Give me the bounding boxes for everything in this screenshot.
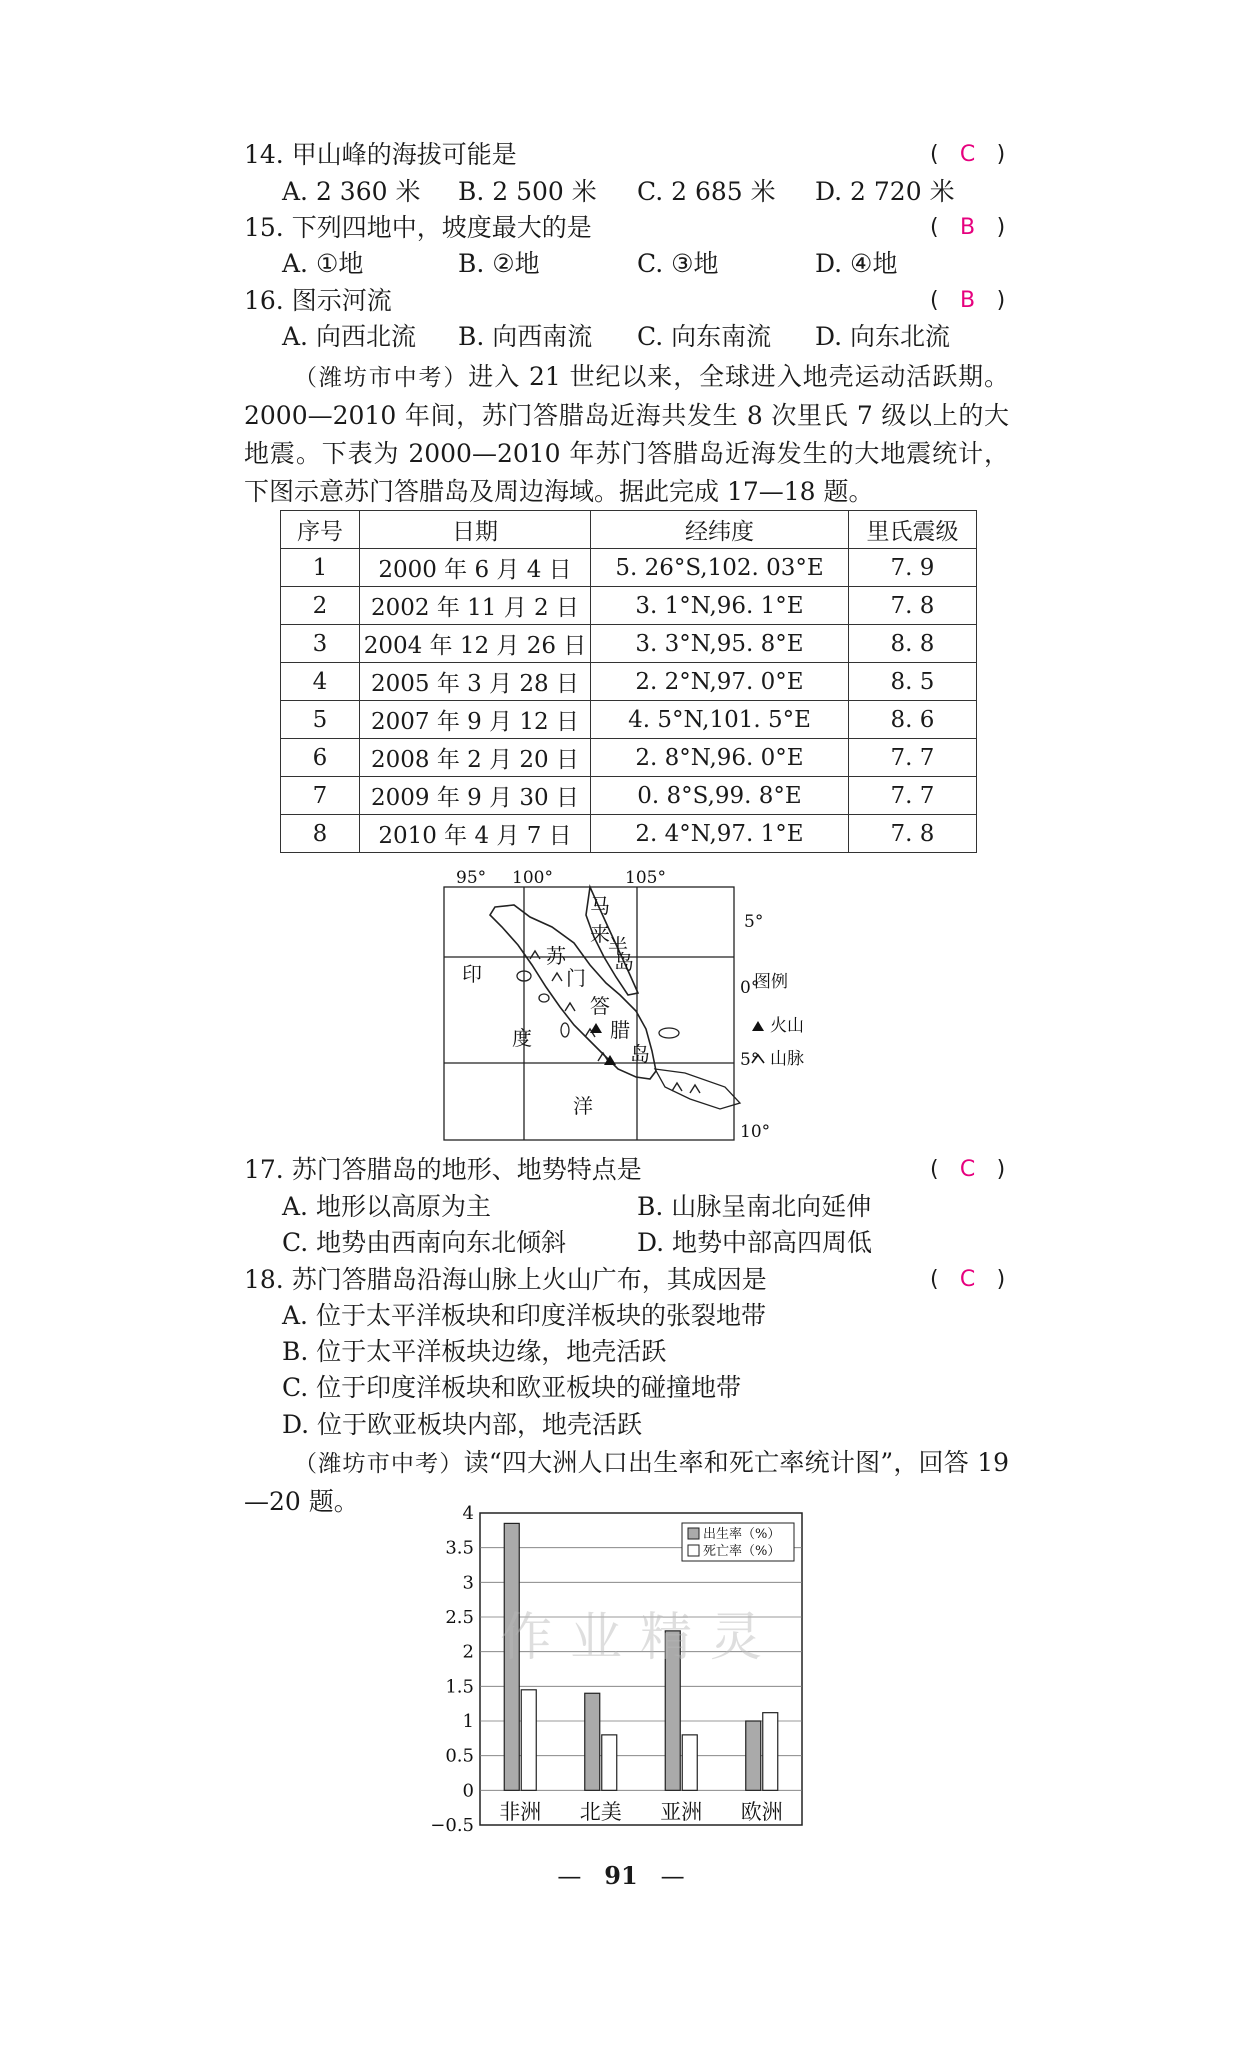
q16-option-d: D. 向东北流	[815, 322, 951, 351]
q17-stem: 17. 苏门答腊岛的地形、地势特点是	[244, 1155, 642, 1184]
q15-option-a: A. ①地	[282, 249, 364, 278]
table-row	[281, 777, 977, 815]
table-cell: 5	[281, 701, 360, 739]
x-category-label: 北美	[579, 1800, 622, 1824]
map-label-yin: 印	[462, 962, 482, 986]
map-legend-title: 图例	[754, 972, 788, 992]
table-cell: 5. 26°S,102. 03°E	[591, 549, 849, 587]
y-tick-label: −0.5	[430, 1815, 474, 1835]
table-cell: 4. 5°N,101. 5°E	[591, 701, 849, 739]
q14-answer: ( C )	[930, 138, 1005, 172]
table-cell: 4	[281, 663, 360, 701]
death-rate-bar	[682, 1735, 697, 1790]
y-tick-label: 1.5	[445, 1676, 474, 1698]
x-category-label: 欧洲	[740, 1800, 783, 1824]
table-cell: 1	[281, 549, 360, 587]
lon-label-100: 100°	[512, 868, 553, 888]
legend-death-swatch	[688, 1545, 699, 1556]
table-cell: 7. 9	[849, 549, 977, 587]
q16-answer: ( B )	[930, 284, 1005, 318]
lat-label-10s: 10°	[740, 1122, 771, 1142]
page-dash-left: —	[557, 1862, 582, 1890]
q14-option-a: A. 2 360 米	[282, 177, 421, 206]
table-row	[281, 587, 977, 625]
q14-stem: 14. 甲山峰的海拔可能是	[244, 140, 517, 169]
table-cell: 7	[281, 777, 360, 815]
table-cell: 8	[281, 815, 360, 853]
q17-option-a: A. 地形以高原为主	[282, 1192, 491, 1221]
q14-answer-letter: C	[959, 142, 976, 167]
table-cell: 3. 1°N,96. 1°E	[591, 587, 849, 625]
page-dash-right: —	[660, 1862, 685, 1890]
table-cell: 7. 8	[849, 587, 977, 625]
map-label-ma: 马	[590, 894, 610, 918]
q18-option-a: A. 位于太平洋板块和印度洋板块的张裂地带	[282, 1301, 766, 1330]
y-tick-label: 2	[462, 1641, 474, 1663]
map-label-dao2: 岛	[630, 1042, 650, 1066]
birth-rate-bar	[585, 1693, 600, 1790]
q16-option-b: B. 向西南流	[458, 322, 593, 351]
q15-option-d: D. ④地	[815, 249, 898, 278]
table-cell: 8. 6	[849, 701, 977, 739]
intro-1-text: 进入 21 世纪以来，全球进入地壳运动活跃期。2000—2010 年间，苏门答腊岛近海共发生 8 次里氏 7 级以上的大地震。下表为 2000—2010 年苏门答腊岛近海发生的大地震统计，下图示意苏门答腊岛及周边海域。据此完成 17—18 题。	[244, 362, 1009, 506]
q14-option-b: B. 2 500 米	[458, 177, 597, 206]
q14-option-c: C. 2 685 米	[637, 177, 776, 206]
q15-answer-letter: B	[960, 215, 976, 240]
table-header: 序号	[281, 511, 360, 549]
map-label-dao1: 岛	[614, 950, 634, 974]
y-tick-label: 1	[462, 1711, 474, 1732]
x-category-label: 亚洲	[660, 1800, 703, 1824]
lon-label-95: 95°	[456, 868, 487, 888]
q18-option-b: B. 位于太平洋板块边缘，地壳活跃	[282, 1337, 667, 1366]
map-label-la: 腊	[610, 1018, 630, 1042]
table-cell: 2. 4°N,97. 1°E	[591, 815, 849, 853]
table-cell: 0. 8°S,99. 8°E	[591, 777, 849, 815]
table-cell: 2002 年 11 月 2 日	[360, 587, 591, 625]
q16-option-c: C. 向东南流	[637, 322, 772, 351]
y-tick-label: 0	[462, 1780, 474, 1802]
chart-legend	[682, 1523, 794, 1561]
q18-stem: 18. 苏门答腊岛沿海山脉上火山广布，其成因是	[244, 1265, 767, 1294]
map-label-du: 度	[512, 1026, 532, 1050]
y-tick-label: 2.5	[445, 1607, 474, 1628]
table-cell: 3. 3°N,95. 8°E	[591, 625, 849, 663]
intro-2-source: （潍坊市中考）	[294, 1451, 464, 1477]
map-label-da: 答	[590, 994, 610, 1018]
q17-answer-letter: C	[959, 1157, 976, 1182]
y-tick-label: 3	[462, 1572, 474, 1594]
intro-paragraph-1	[244, 358, 1009, 511]
table-row	[281, 549, 977, 587]
q18-answer: ( C )	[930, 1263, 1005, 1297]
q16-answer-letter: B	[960, 288, 976, 313]
y-tick-label: 4	[462, 1505, 474, 1524]
map-label-yang: 洋	[573, 1094, 593, 1118]
table-cell: 2009 年 9 月 30 日	[360, 777, 591, 815]
map-label-ban: 半	[608, 934, 628, 958]
lat-label-5s: 5°	[740, 1050, 760, 1070]
table-cell: 7. 8	[849, 815, 977, 853]
legend-birth-rate: 出生率（%）	[703, 1527, 781, 1542]
table-cell: 7. 7	[849, 739, 977, 777]
q18-option-d: D. 位于欧亚板块内部，地壳活跃	[282, 1410, 643, 1439]
table-header: 里氏震级	[849, 511, 977, 549]
lat-label-5n: 5°	[744, 912, 764, 932]
q15-option-b: B. ②地	[458, 249, 540, 278]
q16-option-a: A. 向西北流	[282, 322, 416, 351]
legend-birth-swatch	[688, 1528, 699, 1539]
earthquake-table	[280, 510, 977, 853]
q17-answer: ( C )	[930, 1153, 1005, 1187]
table-cell: 6	[281, 739, 360, 777]
table-cell: 7. 7	[849, 777, 977, 815]
volcano-icon	[590, 1023, 602, 1033]
death-rate-bar	[763, 1713, 778, 1791]
intro-1-source: （潍坊市中考）	[294, 365, 469, 391]
table-cell: 2007 年 9 月 12 日	[360, 701, 591, 739]
y-tick-label: 3.5	[445, 1537, 474, 1559]
table-row	[281, 663, 977, 701]
q17-option-c: C. 地势由西南向东北倾斜	[282, 1228, 567, 1257]
page-number	[0, 1861, 1242, 1890]
table-row	[281, 815, 977, 853]
x-category-label: 非洲	[499, 1800, 542, 1824]
intro-2-text: 读“四大洲人口出生率和死亡率统计图”，回答 19—20 题。	[244, 1448, 1010, 1516]
birth-rate-bar	[746, 1721, 761, 1790]
table-cell: 8. 8	[849, 625, 977, 663]
table-cell: 3	[281, 625, 360, 663]
table-cell: 2004 年 12 月 26 日	[360, 625, 591, 663]
table-header: 日期	[360, 511, 591, 549]
lon-label-105: 105°	[625, 868, 666, 888]
table-cell: 2. 2°N,97. 0°E	[591, 663, 849, 701]
q16-stem: 16. 图示河流	[244, 286, 392, 315]
table-row	[281, 625, 977, 663]
table-cell: 8. 5	[849, 663, 977, 701]
map-label-lai: 来	[590, 922, 610, 946]
q15-answer: ( B )	[930, 211, 1005, 245]
table-row	[281, 701, 977, 739]
death-rate-bar	[602, 1735, 617, 1790]
table-row	[281, 739, 977, 777]
q18-answer-letter: C	[959, 1267, 976, 1292]
map-label-su: 苏	[546, 944, 566, 968]
q15-option-c: C. ③地	[637, 249, 719, 278]
death-rate-bar	[521, 1690, 536, 1791]
table-header: 经纬度	[591, 511, 849, 549]
table-cell: 2008 年 2 月 20 日	[360, 739, 591, 777]
y-tick-label: 0.5	[445, 1745, 474, 1767]
population-rate-chart	[430, 1505, 815, 1835]
table-cell: 2005 年 3 月 28 日	[360, 663, 591, 701]
map-legend-volcano: 火山	[770, 1016, 804, 1036]
map-label-men: 门	[566, 966, 586, 990]
q15-stem: 15. 下列四地中，坡度最大的是	[244, 213, 592, 242]
table-cell: 2	[281, 587, 360, 625]
table-header-row	[281, 511, 977, 549]
lat-label-0: 0°	[740, 978, 760, 998]
q14-option-d: D. 2 720 米	[815, 177, 955, 206]
table-cell: 2. 8°N,96. 0°E	[591, 739, 849, 777]
legend-death-rate: 死亡率（%）	[703, 1544, 781, 1559]
table-cell: 2000 年 6 月 4 日	[360, 549, 591, 587]
map-legend-mountain: 山脉	[770, 1049, 804, 1069]
q17-option-b: B. 山脉呈南北向延伸	[637, 1192, 872, 1221]
sumatra-map	[440, 865, 820, 1145]
q18-option-c: C. 位于印度洋板块和欧亚板块的碰撞地带	[282, 1373, 742, 1402]
page-number-value: 91	[604, 1861, 638, 1890]
table-cell: 2010 年 4 月 7 日	[360, 815, 591, 853]
watermark-text: 作业精灵	[499, 1608, 781, 1668]
q17-option-d: D. 地势中部高四周低	[637, 1228, 873, 1257]
legend-volcano-icon	[752, 1021, 764, 1031]
